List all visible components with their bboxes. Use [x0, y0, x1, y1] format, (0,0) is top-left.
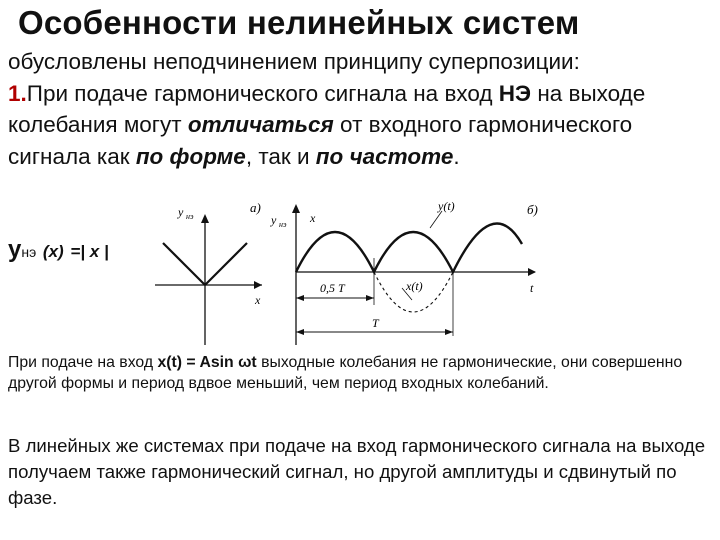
text-1: При подаче гармонического сигнала на вход	[26, 80, 499, 106]
slide-title: Особенности нелинейных систем	[18, 4, 580, 41]
fig-b-output-curve	[296, 224, 522, 272]
fig-a-right-branch	[205, 243, 247, 285]
formula-rest: =| x |	[70, 242, 109, 261]
emphasis-frequency: по частоте	[315, 143, 454, 169]
fig-b-period-label: T	[372, 316, 379, 330]
fig-b-y-arrow	[292, 204, 300, 213]
fig-a-x-arrow	[254, 281, 262, 289]
note-formula: x(t) = Asin ωt	[157, 354, 257, 371]
formula-y: y	[8, 236, 22, 263]
fig-a-letter: а)	[250, 200, 261, 215]
text-2: на выходе колебания могут	[8, 80, 646, 137]
fig-b-ysub: нэ	[279, 220, 287, 229]
fig-b-ylabel: y	[271, 213, 277, 227]
fig-a-left-branch	[163, 243, 205, 285]
figure-a	[155, 214, 262, 345]
fig-b-letter: б)	[527, 202, 538, 217]
bottom-paragraph: В линейных же системах при подаче на вход гармонического сигнала на выходе получаем также гармонический сигнал, но другой амплитуды и сдвинутый по фазе.	[8, 435, 706, 508]
emphasis-differ: отличаться	[187, 112, 334, 137]
note-text-2: выходные колебания не гармонические, они совершенно другой формы и период вдвое меньший, чем период входных колебаний.	[8, 354, 683, 392]
text-3: от входного гармонического сигнала как	[8, 112, 633, 169]
fig-b-half-label: 0,5 T	[320, 281, 345, 295]
line-1: обусловлены неподчинением принципу суперпозиции:	[8, 49, 580, 74]
fig-a-xlabel: x	[255, 293, 261, 307]
fig-b-xt-label: x(t)	[406, 279, 423, 293]
emphasis-form: по форме	[135, 143, 246, 169]
figure-b	[292, 204, 536, 345]
note-text-1: При подаче на вход	[8, 354, 158, 371]
fig-a-ylabel: y	[178, 205, 184, 219]
text-5: .	[453, 143, 460, 169]
fig-b-t-arrow	[528, 268, 536, 276]
fig-b-yt-label: y(t)	[438, 199, 455, 213]
formula-arg: (x)	[42, 242, 64, 261]
item-number: 1.	[8, 80, 27, 106]
fig-b-xlabel: x	[310, 211, 316, 225]
note-paragraph	[8, 352, 713, 394]
fig-b-t-label: t	[530, 281, 534, 295]
fig-b-yt-leader	[430, 211, 442, 228]
fig-a-ysub: нэ	[186, 212, 194, 221]
formula-sub: нэ	[21, 244, 37, 260]
fig-a-y-arrow	[201, 214, 209, 223]
text-4: , так и	[245, 143, 316, 169]
ne-label: НЭ	[498, 80, 532, 106]
